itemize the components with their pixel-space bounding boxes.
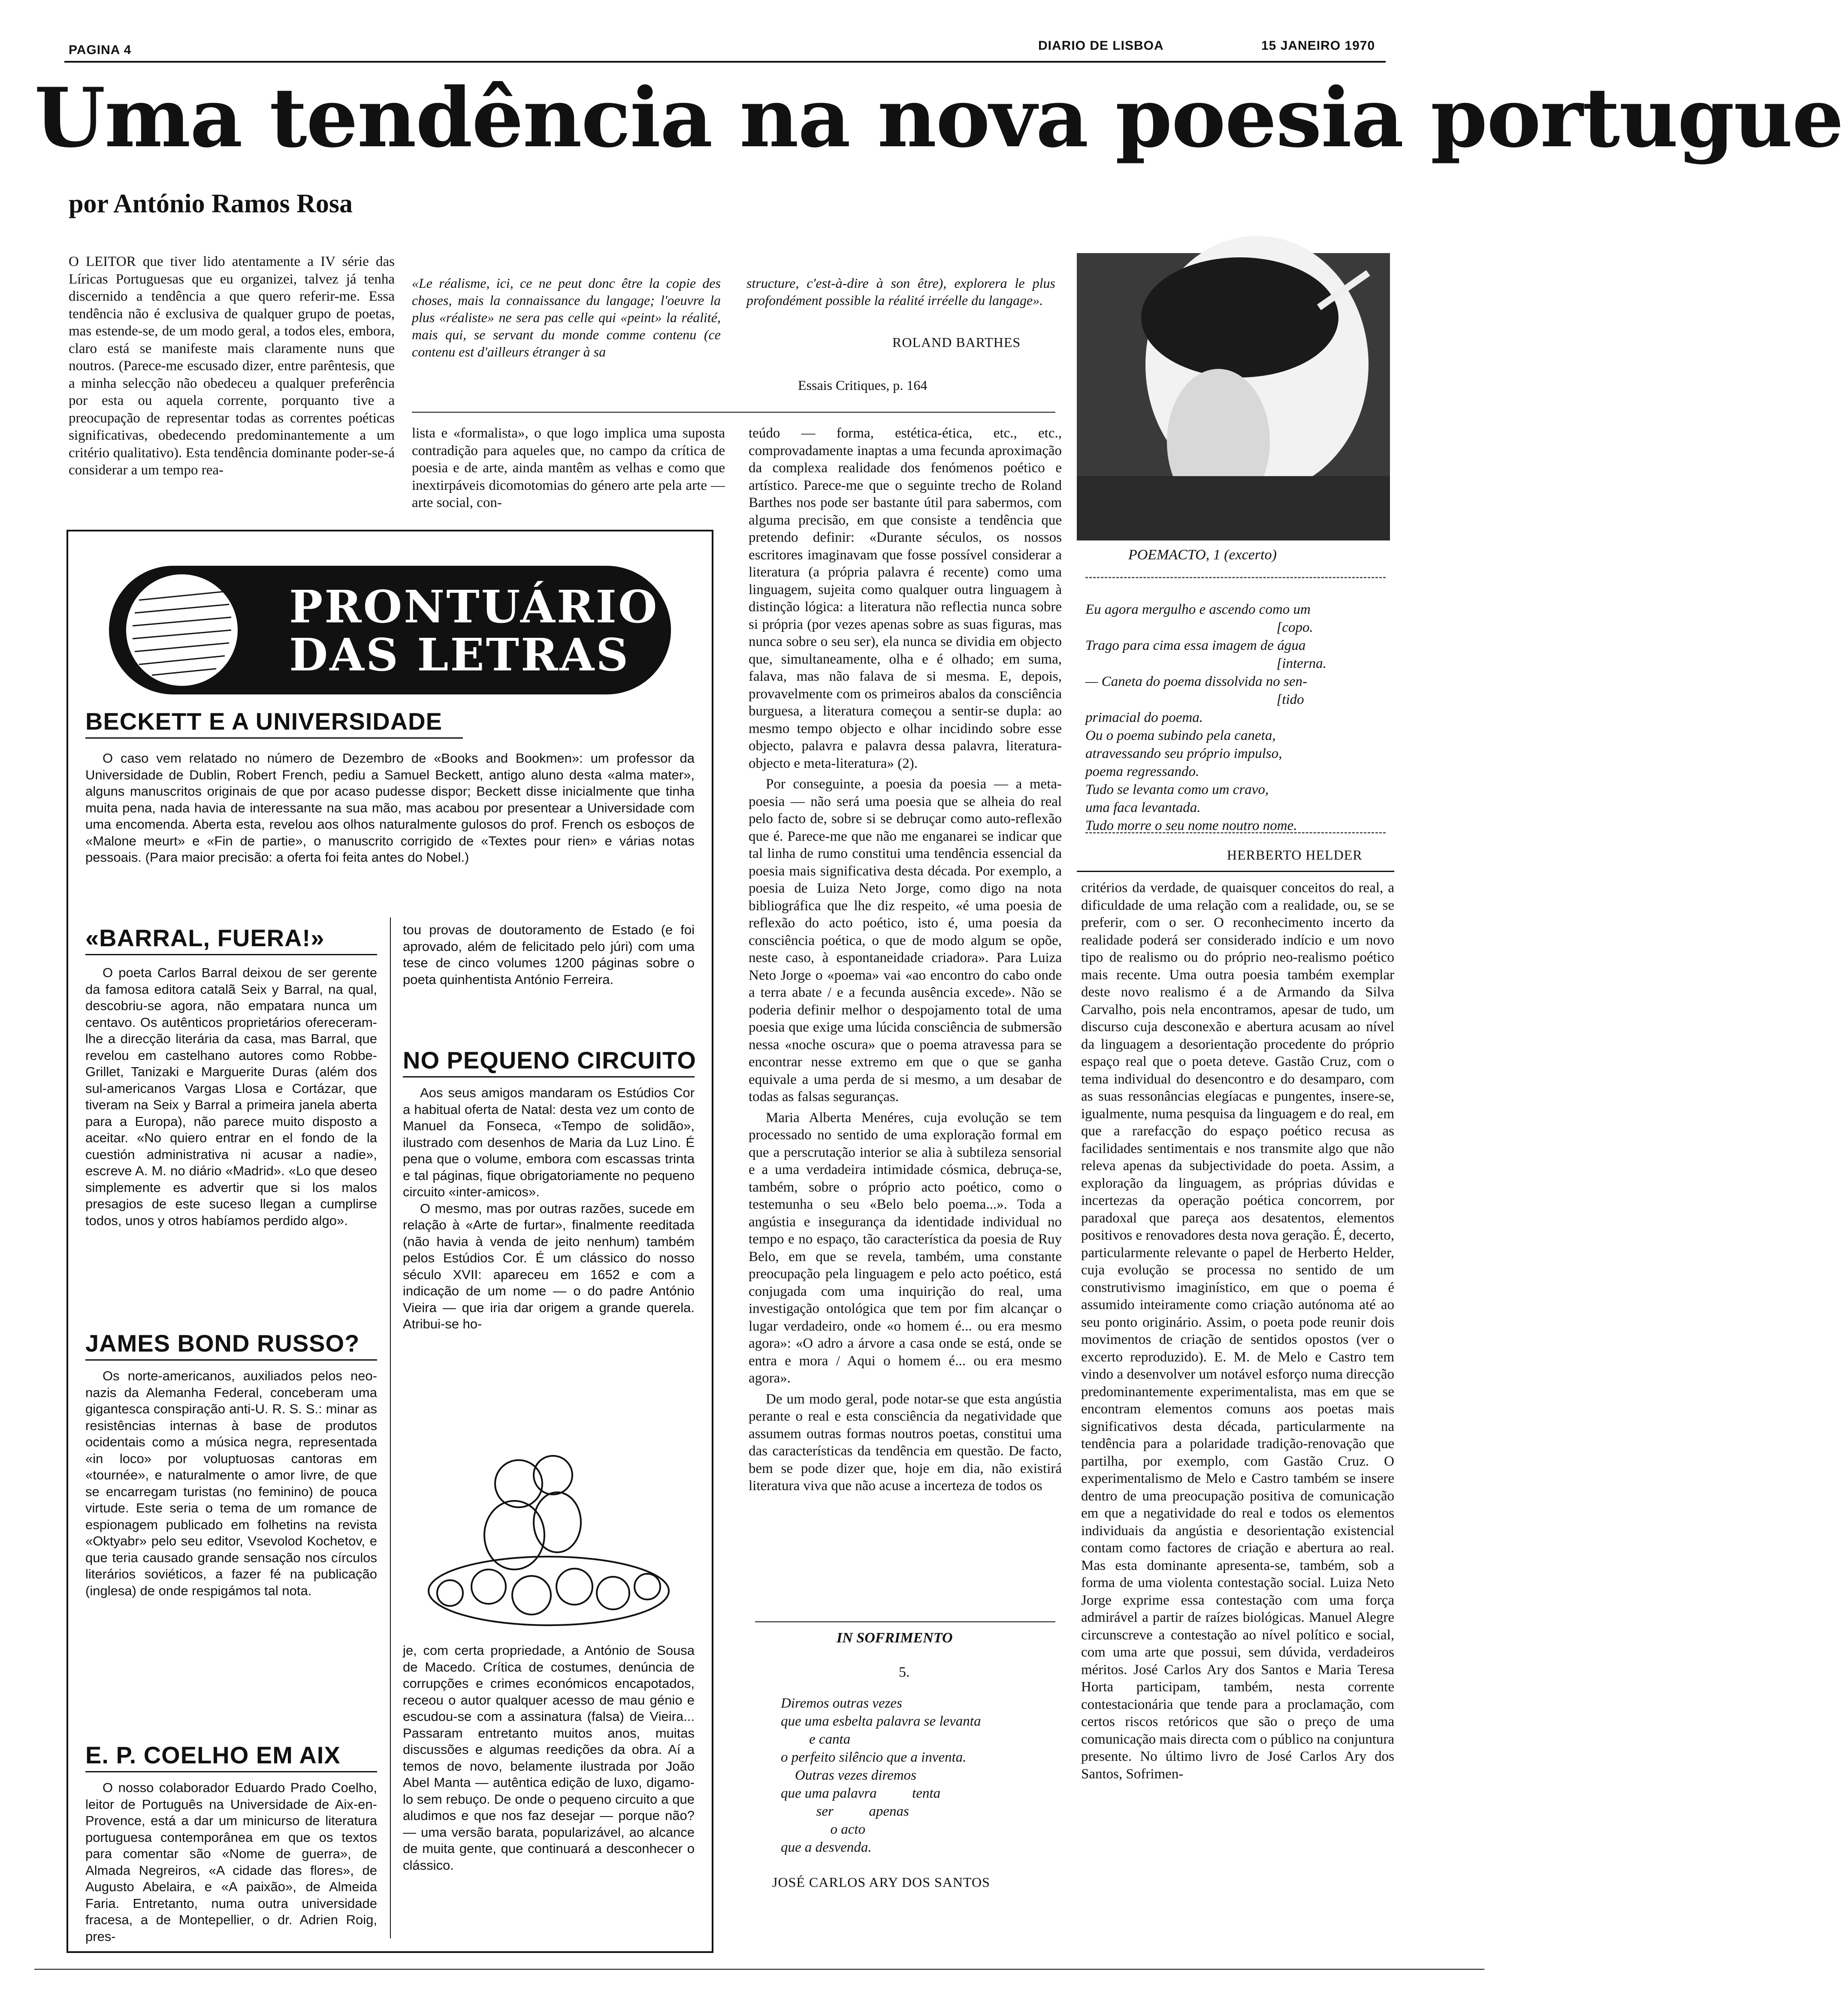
prontuario-banner <box>109 566 671 694</box>
poemacto-caption: POEMACTO, 1 (excerto) <box>1128 547 1277 563</box>
cherubs-illustration <box>411 1445 686 1634</box>
article-col4: critérios da verdade, de quaisquer conceitos do real, a dificuldade de uma relação com a realidade, ou, se se preferir, com o ser. O reconhecimento incerto da realidade poderá ser considerado indício e um novo tipo de realismo ou do próprio neo-realismo poético mais recente. Uma outra poesia também exemplar deste novo realismo é a de Armando da Silva Carvalho, pois nela encontramos, apesar de tudo, um discurso cuja desconexão e abertura acusam ao nível da linguagem a desorientação procedente do próprio espaço real que o poeta deteve. Gastão Cruz, com o tema individual do desencontro e do desamparo, com as suas ressonâncias elegíacas e pungentes, insere-se, igualmente, numa pesquisa da linguagem e do real, em que a rarefacção do espaço poético recusa as facilidades sentimentais e nos transmite algo que não releva apenas da subjectividade do poeta. Assim, a exploração da linguagem, as próprias dúvidas e incertezas da operação poética concorrem, por paradoxal que pareça aos desatentos, elementos positivos e renovadores desta nova geração. É, decerto, particularmente relevante o papel de Herberto Helder, cuja evolução se processa no sentido de um construtivismo imaginístico, em que o poema é assumido inteiramente como criação autónoma até ao seu ponto originário. Assim, o poeta pode reunir dois movimentos de criação de sentidos opostos (ver o excerto reproduzido). E. M. de Melo e Castro tem vindo a desenvolver um notável esforço numa direcção predominantemente experimentalista, mas em que se encontram elementos comuns aos poetas mais significativos desta década, particularmente na tendência para a polaridade tradição-renovação que partilha, por exemplo, com Gastão Cruz. O experimentalismo de Melo e Castro também se insere dentro de uma preocupação positiva de comunicação em que a negatividade do real e todos os elementos individuais da angústia e desorientação existencial contam como factores de criação e abertura ao real. Mas esta dominante apresenta-se, também, sob a forma de uma violenta contestação social. Luiza Neto Jorge exprime essa contestação com uma força admirável a partir de raízes biológicas. Manuel Alegre circunscreve a contestação ao nível político e social, com uma arte que possui, sem dúvida, verdadeiros méritos. José Carlos Ary dos Santos e Maria Teresa Horta participam, também, nesta corrente contestacionária que tende para a proclamação, com certos riscos retóricos que são o preço de uma comunicação mais directa com o público na conjuntura presente. No último livro de José Carlos Ary dos Santos, Sofrimen- <box>1081 880 1394 1782</box>
poem-line: que uma palavra tenta <box>781 1786 941 1801</box>
sofrimento-poem <box>781 1694 1055 1856</box>
circuito-text: Aos seus amigos mandaram os Estúdios Cor a habitual oferta de Natal: desta vez um conto de Manuel da Fonseca, «Tempo de solidão», ilustrado com desenhos de Maria da Luz Lino. É pena que o volume, embora com escassas trinta e tal páginas, fique obrigatoriamente no pequeno circuito «inter-amicos». O mesmo, mas por outras razões, sucede em relação à «Arte de furtar», finalmente reeditada (não havia à venda de jeito nenhum) também pelos Estúdios Cor. É um clássico do nosso século XVII: apareceu em 1652 e com a indicação de um nome — o do padre António Vieira — que iria dar origem a grande querela. Atribui-se ho- <box>403 1085 695 1331</box>
sofrimento-title: IN SOFRIMENTO <box>837 1630 953 1646</box>
poem-line: Outras vezes diremos <box>781 1768 916 1783</box>
poem-line: o acto <box>781 1822 866 1837</box>
coelho-heading: E. P. COELHO EM AIX <box>85 1741 341 1769</box>
poem-line: primacial do poema. <box>1085 710 1203 725</box>
bottom-rule <box>34 1969 1484 1970</box>
poemacto-poem <box>1085 601 1390 835</box>
issue-date: 15 JANEIRO 1970 <box>1261 39 1375 53</box>
poem-line: Tudo morre o seu nome noutro nome. <box>1085 818 1297 833</box>
beckett-heading-rule <box>85 737 463 739</box>
poemacto-divider <box>1077 871 1394 872</box>
poem-line: atravessando seu próprio impulso, <box>1085 746 1282 761</box>
poem-line: que uma esbelta palavra se levanta <box>781 1714 981 1729</box>
coelho-heading-rule <box>85 1771 377 1772</box>
beckett-heading: BECKETT E A UNIVERSIDADE <box>85 708 442 735</box>
headline: Uma tendência na nova poesia portugue <box>34 70 1843 166</box>
header-rule <box>64 61 1386 63</box>
poem-line: Tudo se levanta como um cravo, <box>1085 782 1269 797</box>
poem-line: uma faca levantada. <box>1085 800 1201 815</box>
bond-text: Os norte-americanos, auxiliados pelos neo-nazis da Alemanha Federal, conceberam uma gigantesca conspiração anti-U. R. S. S.: minar as resistências internas à base de produtos ocidentais como a música negra, representada «in loco» por voluptuosas cantoras em «tournée», e naturalmente o amor livre, de que se encarregam turistas (no feminino) de pouca virtude. Este seria o tema de um romance de espionagem publicado em folhetins na revista «Oktyabr» pelo seu editor, Vsevolod Kochetov, e que teria causado grande sensação nos círculos literários soviéticos, a fazer fé na publicação (inglesa) de onde respigámos tal nota. <box>85 1368 377 1598</box>
sofrimento-rule-top <box>755 1621 1055 1622</box>
barral-text: O poeta Carlos Barral deixou de ser gerente da famosa editora catalã Seix y Barral, na qual, descobriu-se agora, não empatara nunca um centavo. Os autênticos proprietários ofereceram-lhe a direcção literária da casa, mas Barral, que revelou em castelhano autores como Robbe-Grillet, Tanizaki e Marguerite Duras (além dos sul-americanos Vargas Llosa e Cortázar, que tiveram na Seix y Barral a primeira janela aberta para a Europa), não parece muito disposto a aceitar. «No quiero entrar en el fondo de la cuestión administrativa ni acusar a nadie», escreve A. M. no diário «Madrid». «Lo que deseo simplemente es advertir que si los malos presagios de este suceso llegan a cumplirse todos, unos y otros habíamos perdido algo». <box>85 965 377 1228</box>
poem-line: — Caneta do poema dissolvida no sen- <box>1085 674 1307 689</box>
epigraph-right: structure, c'est-à-dire à son être), explorera le plus profondément possible la réalité irréelle du langage». <box>746 275 1055 308</box>
sofrimento-number: 5. <box>899 1664 910 1680</box>
poem-line: e canta <box>781 1732 851 1747</box>
barral-heading-rule <box>85 954 377 955</box>
poem-line: o perfeito silêncio que a inventa. <box>781 1750 967 1765</box>
byline: por António Ramos Rosa <box>69 189 353 218</box>
barral-heading: «BARRAL, FUERA!» <box>85 924 325 951</box>
poet-photo <box>1077 253 1390 540</box>
circuito-heading-rule <box>403 1076 695 1077</box>
page-number: PAGINA 4 <box>69 43 132 57</box>
poem-line: [copo. <box>1085 620 1313 635</box>
poem-line: poema regressando. <box>1085 764 1199 779</box>
box-column-rule <box>390 917 391 1938</box>
poem-line: ser apenas <box>781 1804 909 1819</box>
article-intro: O LEITOR que tiver lido atentamente a IV série das Líricas Portuguesas que eu organizei, talvez já tenha discernido a tendência a que quero referir-me. Essa tendência não é exclusiva de qualquer grupo de poetas, mas estende-se, de um modo geral, a todos eles, embora, claro está se manifeste mais claramente nuns que noutros. (Parece-me escusado dizer, entre parêntesis, que a minha selecção não obedeceu a qualquer preferência por esta ou aquela corrente, porquanto tive a preocupação de representar todas as correntes poéticas significativas, obedecendo predominantemente a um critério qualitativo). Esta tendência dominante poder-se-á considerar a um tempo rea- <box>69 254 395 478</box>
bond-heading-rule <box>85 1359 377 1361</box>
poemacto-rule-top <box>1085 577 1386 578</box>
circuito-text-cont: je, com certa propriedade, a António de Sousa de Macedo. Crítica de costumes, denúncia de corrupções e crimes económicos encapotados, receou o autor qualquer acesso de mau génio e escudou-se com a assinatura (falsa) de Vieira... Passaram entretanto muitos anos, muitas discussões e algumas reedições da obra. Aí a temos de novo, belamente ilustrada por João Abel Manta — autêntica edição de luxo, digamo-lo sem rebuço. De onde o pequeno circuito a que aludimos e que nos faz desejar — porque não? — uma versão barata, popularizável, ao alcance de muita gente, que continuará a desconhecer o clássico. <box>403 1643 695 1873</box>
epigraph-rule <box>412 412 1055 413</box>
poemacto-author: HERBERTO HELDER <box>1227 847 1363 863</box>
epigraph-source: Essais Critiques, p. 164 <box>798 377 928 393</box>
article-col2-cont: lista e «formalista», o que logo implica uma suposta contradição para aqueles que, no campo da crítica de poesia e de arte, ainda mantêm as velhas e como que inextirpáveis dicomotomias do género arte pela arte — arte social, con- <box>412 426 725 510</box>
poem-line: Eu agora mergulho e ascendo como um <box>1085 602 1311 617</box>
poem-line: Trago para cima essa imagem de água <box>1085 638 1306 653</box>
poem-line: Diremos outras vezes <box>781 1696 902 1711</box>
newspaper-name: DIARIO DE LISBOA <box>1038 39 1164 53</box>
coelho-text-cont: tou provas de doutoramento de Estado (e foi aprovado, além de felicitado pelo júri) com uma tese de cinco volumes 1200 páginas sobre o poeta quinhentista António Ferreira. <box>403 922 695 987</box>
epigraph-author: ROLAND BARTHES <box>892 335 1021 350</box>
beckett-text: O caso vem relatado no número de Dezembro de «Books and Bookmen»: um professor da Universidade de Dublin, Robert French, pediu a Samuel Beckett, antigo aluno desta «alma mater», alguns manuscritos originais de que por acaso pudesse dispor; Beckett disse inicialmente que tinha muita pena, nada havia de interessante na sua mão, mas acabou por presentear a Universidade com uma encomenda. Aberta esta, revelou aos olhos naturalmente gulosos do prof. French os esboços de «Malone meurt» e «Fin de partie», o manuscrito corrigido de «Textes pour rien» e várias notas pessoais. (Para maior precisão: a oferta foi feita antes do Nobel.) <box>85 751 695 865</box>
prontuario-box <box>66 530 713 1953</box>
circuito-heading: NO PEQUENO CIRCUITO <box>403 1047 696 1074</box>
article-col3: teúdo — forma, estética-ética, etc., etc., comprovadamente inaptas a uma fecunda aproximação da complexa realidade dos fenómenos poético e artístico. Parece-me que o seguinte trecho de Roland Barthes nos pode ser bastante útil para sabermos, com alguma precisão, em que consiste a tendência que pretendo definir: «Durante séculos, os nossos escritores imaginavam que fosse possível considerar a literatura (a própria palavra é recente) como uma linguagem, sujeita como qualquer outra linguagem à distinção lógica: a literatura não reflectia nunca sobre si própria (por vezes apenas sobre as suas figuras, mas nunca sobre o seu ser), ela nunca se dividia em objecto que, simultaneamente, olha e é olhado; em suma, falava, mas não falava de si mesma. E, depois, provavelmente com os primeiros abalos da consciência burguesa, a literatura começou a sentir-se dupla: ao mesmo tempo objecto e olhar incidindo sobre esse objecto, palavra e palavra dessa palavra, literatura-objecto e meta-literatura» (2). Por conseguinte, a poesia da poesia — a meta-poesia — não será uma poesia que se alheia do real pelo facto de, sobre si se debruçar como auto-reflexão que é. Parece-me que não me enganarei se indicar que tal linha de rumo constitui uma tendência essencial da poesia mais significativa desta década. Por exemplo, a poesia de Luiza Neto Jorge, como digo na nota bibliográfica que lhe diz respeito, «é uma poesia de reflexão do acto poético, isto é, uma poesia da consciência poética, o que de modo algum se opõe, neste caso, à espontaneidade criadora». Para Luiza Neto Jorge o «poema» vai «ao encontro do cabo onde a terra abate / e a fecunda ausência excede». Não se poderia definir melhor o despojamento total de uma poesia que exige uma lúcida consciência de submersão nessa «noche oscura» que o poema atravessa para se encontrar nesse extremo em que o que se ganha equivale a uma perda de si mesmo, a um desabar de todas as falsas seguranças. Maria Alberta Menéres, cuja evolução se tem processado no sentido de uma exploração formal em que a perscrutação interior se alia à subtileza sensorial e a uma verdadeira intimidade cósmica, debruça-se, também, sobre o próprio acto poético, como o testemunha o seu «Belo belo poema...». Toda a angústia e insegurança da identidade individual no tempo e no espaço, tão característica da poesia de Ruy Belo, em que se revela, também, uma constante preocupação pela linguagem e pelo acto poético, está conjugada com uma inquirição do real, uma investigação ontológica que tem por fim alcançar o lugar verdadeiro, onde «o homem é... ou era mesmo agora»: «O adro a árvore a casa onde se está, onde se entra e mora / Aqui o homem é... ou era mesmo agora». De um modo geral, pode notar-se que esta angústia perante o real e esta consciência da negatividade que assumem outras formas noutros poetas, constitui uma das características da tendência em questão. De facto, bem se pode dizer que, hoje em dia, não existirá literatura viva que não acuse a incerteza de todos os <box>749 426 1062 1494</box>
poem-line: Ou o poema subindo pela caneta, <box>1085 728 1276 743</box>
sofrimento-author: JOSÉ CARLOS ARY DOS SANTOS <box>772 1874 990 1890</box>
poem-line: que a desvenda. <box>781 1840 872 1855</box>
epigraph-left: «Le réalisme, ici, ce ne peut donc être la copie des choses, mais la connaissance du langage; l'oeuvre la plus «réaliste» ne sera pas celle qui «peint» la réalité, mais qui, se servant du monde comme contenu (ce contenu est d'ailleurs étranger à sa <box>412 275 721 359</box>
prontuario-title: PRONTUÁRIO DAS LETRAS <box>289 580 659 681</box>
poem-line: [interna. <box>1085 656 1326 671</box>
bond-heading: JAMES BOND RUSSO? <box>85 1330 360 1357</box>
coelho-text: O nosso colaborador Eduardo Prado Coelho, leitor de Português na Universidade de Aix-en-Provence, está a dar um minicurso de literatura portuguesa contemporânea em que os textos para comentar são «Nome de guerra», de Almada Negreiros, «A cidade das flores», de Augusto Abelaira, e «A paixão», de Almeida Faria. Entretanto, numa outra universidade fracesa, a de Montepellier, o dr. Adrien Roig, pres- <box>85 1780 377 1944</box>
newsprint-disc-icon <box>126 574 238 686</box>
poemacto-rule-bottom <box>1085 832 1386 833</box>
poem-line: [tido <box>1085 692 1304 707</box>
